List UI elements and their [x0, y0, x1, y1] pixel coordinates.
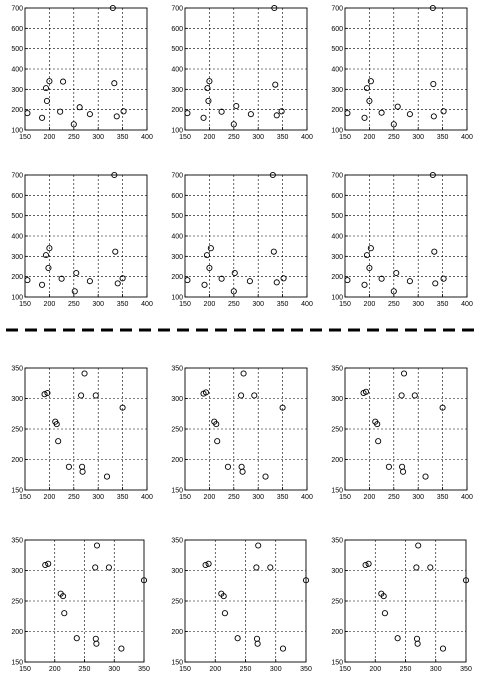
x-tick-label: 400 — [461, 494, 473, 501]
x-tick-label: 300 — [252, 301, 265, 308]
y-tick-label: 400 — [331, 66, 343, 74]
data-point — [379, 110, 384, 115]
data-point — [185, 278, 190, 283]
data-point — [206, 98, 211, 103]
y-tick-label: 100 — [331, 294, 343, 302]
data-point — [274, 113, 279, 118]
data-point — [394, 270, 399, 275]
data-point — [72, 289, 77, 294]
data-point — [93, 393, 98, 398]
x-tick-label: 150 — [339, 666, 351, 673]
x-tick-label: 400 — [301, 301, 313, 308]
data-point — [202, 282, 207, 287]
x-tick-label: 150 — [179, 134, 191, 141]
data-point — [395, 104, 400, 109]
data-point — [121, 109, 126, 114]
x-tick-label: 150 — [19, 301, 31, 308]
x-tick-label: 350 — [436, 134, 449, 141]
y-tick-label: 200 — [171, 107, 183, 115]
x-tick-label: 250 — [227, 301, 240, 308]
data-point — [112, 81, 117, 86]
y-tick-label: 150 — [171, 487, 183, 495]
y-tick-label: 200 — [331, 274, 343, 282]
data-point — [407, 112, 412, 117]
x-tick-label: 350 — [436, 301, 449, 308]
data-point — [94, 641, 99, 646]
data-point — [368, 246, 373, 251]
x-tick-label: 350 — [276, 134, 289, 141]
x-tick-label: 300 — [92, 134, 105, 141]
data-point — [62, 611, 67, 616]
data-point — [431, 81, 436, 86]
data-point — [80, 469, 85, 474]
x-tick-label: 250 — [227, 134, 240, 141]
y-tick-label: 300 — [11, 396, 23, 403]
data-point — [440, 646, 445, 651]
data-point — [203, 562, 208, 567]
data-point — [206, 561, 211, 566]
x-tick-label: 200 — [369, 666, 382, 673]
data-point — [39, 282, 44, 287]
y-tick-label: 500 — [171, 213, 183, 221]
data-point — [56, 439, 61, 444]
data-point — [58, 109, 63, 114]
y-tick-label: 700 — [331, 172, 343, 180]
x-tick-label: 400 — [301, 494, 313, 501]
y-tick-label: 300 — [171, 253, 183, 261]
y-tick-label: 700 — [11, 5, 23, 13]
data-point — [382, 611, 387, 616]
x-tick-label: 350 — [276, 494, 289, 501]
data-point — [248, 112, 253, 117]
data-point — [399, 464, 404, 469]
x-tick-label: 200 — [363, 494, 376, 501]
data-point — [268, 565, 273, 570]
data-point — [431, 114, 436, 119]
data-point — [256, 543, 261, 548]
scatter-panel-5 — [171, 172, 313, 308]
data-point — [366, 561, 371, 566]
data-point — [106, 565, 111, 570]
x-tick-label: 300 — [92, 301, 105, 308]
data-point — [43, 253, 48, 258]
data-point — [252, 393, 257, 398]
data-point — [93, 565, 98, 570]
x-tick-label: 150 — [179, 494, 191, 501]
data-point — [363, 562, 368, 567]
data-point — [400, 469, 405, 474]
x-tick-label: 300 — [108, 666, 121, 673]
data-point — [25, 111, 30, 116]
data-point — [44, 98, 49, 103]
scatter-panel-10 — [11, 538, 150, 674]
x-tick-label: 250 — [387, 301, 400, 308]
y-tick-label: 250 — [331, 598, 343, 606]
y-tick-label: 350 — [171, 365, 183, 373]
y-tick-label: 500 — [331, 46, 343, 54]
scatter-panel-1 — [11, 5, 153, 141]
data-point — [428, 565, 433, 570]
y-tick-label: 200 — [331, 629, 343, 636]
data-point — [280, 646, 285, 651]
x-tick-label: 400 — [141, 134, 153, 141]
data-point — [263, 474, 268, 479]
y-tick-label: 600 — [171, 25, 183, 33]
x-tick-label: 200 — [43, 494, 56, 501]
y-tick-label: 350 — [11, 365, 23, 373]
x-tick-label: 150 — [19, 494, 31, 501]
x-tick-label: 300 — [429, 666, 442, 673]
x-tick-label: 250 — [67, 301, 80, 308]
x-tick-label: 350 — [116, 301, 129, 308]
x-tick-label: 350 — [116, 134, 129, 141]
y-tick-label: 300 — [331, 86, 343, 94]
y-tick-label: 250 — [11, 426, 23, 434]
y-tick-label: 250 — [11, 598, 23, 606]
x-tick-label: 300 — [412, 134, 425, 141]
data-point — [401, 371, 406, 376]
y-tick-label: 300 — [331, 253, 343, 261]
y-tick-label: 100 — [11, 294, 23, 302]
data-point — [345, 111, 350, 116]
y-tick-label: 200 — [171, 457, 183, 464]
y-tick-label: 100 — [171, 127, 183, 135]
x-tick-label: 200 — [203, 494, 216, 501]
x-tick-label: 150 — [179, 301, 191, 308]
x-tick-label: 300 — [412, 301, 425, 308]
y-tick-label: 150 — [331, 659, 343, 667]
data-point — [414, 636, 419, 641]
y-tick-label: 150 — [171, 659, 183, 667]
data-point — [215, 439, 220, 444]
data-point — [225, 464, 230, 469]
y-tick-label: 300 — [171, 396, 183, 403]
x-tick-label: 300 — [252, 134, 265, 141]
x-tick-label: 250 — [78, 666, 91, 673]
y-tick-label: 600 — [331, 192, 343, 200]
y-tick-label: 300 — [331, 396, 343, 403]
x-tick-label: 350 — [138, 666, 150, 673]
y-tick-label: 300 — [331, 568, 343, 575]
y-tick-label: 300 — [11, 86, 23, 94]
data-point — [201, 115, 206, 120]
data-point — [66, 464, 71, 469]
data-point — [254, 636, 259, 641]
y-tick-label: 250 — [171, 426, 183, 434]
x-tick-label: 250 — [387, 134, 400, 141]
y-tick-label: 400 — [11, 66, 23, 74]
y-tick-label: 300 — [171, 568, 183, 575]
x-tick-label: 400 — [461, 301, 473, 308]
data-point — [232, 270, 237, 275]
scatter-panel-3 — [331, 5, 473, 141]
data-point — [415, 641, 420, 646]
y-tick-label: 350 — [11, 537, 23, 545]
data-point — [239, 393, 244, 398]
scatter-panel-4 — [11, 172, 153, 308]
y-tick-label: 150 — [11, 487, 23, 495]
y-tick-label: 600 — [11, 192, 23, 200]
x-tick-label: 150 — [339, 134, 351, 141]
y-tick-label: 100 — [11, 127, 23, 135]
data-point — [235, 636, 240, 641]
data-point — [407, 279, 412, 284]
data-point — [247, 279, 252, 284]
x-tick-label: 200 — [363, 134, 376, 141]
x-tick-label: 300 — [412, 494, 425, 501]
data-point — [104, 474, 109, 479]
y-tick-label: 300 — [171, 86, 183, 94]
data-point — [345, 278, 350, 283]
y-tick-label: 500 — [11, 213, 23, 221]
y-tick-label: 400 — [171, 233, 183, 241]
data-point — [239, 464, 244, 469]
data-point — [87, 112, 92, 117]
y-tick-label: 200 — [11, 107, 23, 115]
data-point — [79, 464, 84, 469]
y-tick-label: 200 — [11, 274, 23, 282]
y-tick-label: 100 — [171, 294, 183, 302]
x-tick-label: 400 — [301, 134, 313, 141]
data-point — [119, 646, 124, 651]
data-point — [362, 115, 367, 120]
data-point — [364, 86, 369, 91]
data-point — [113, 249, 118, 254]
y-tick-label: 300 — [11, 568, 23, 575]
data-point — [82, 371, 87, 376]
data-point — [414, 565, 419, 570]
data-point — [441, 276, 446, 281]
y-tick-label: 200 — [171, 274, 183, 282]
y-tick-label: 100 — [331, 127, 343, 135]
scatter-panel-12 — [331, 538, 472, 674]
x-tick-label: 300 — [269, 666, 282, 673]
x-tick-label: 250 — [399, 666, 412, 673]
data-point — [74, 270, 79, 275]
data-point — [362, 282, 367, 287]
y-tick-label: 250 — [171, 598, 183, 606]
data-point — [43, 86, 48, 91]
data-point — [241, 371, 246, 376]
x-tick-label: 250 — [387, 494, 400, 501]
data-point — [77, 105, 82, 110]
x-tick-label: 250 — [67, 134, 80, 141]
data-point — [93, 636, 98, 641]
data-point — [271, 249, 276, 254]
data-point — [274, 280, 279, 285]
y-tick-label: 600 — [331, 25, 343, 33]
data-point — [185, 111, 190, 116]
scatter-panel-6 — [331, 172, 473, 308]
x-tick-label: 350 — [300, 666, 312, 673]
x-tick-label: 200 — [48, 666, 61, 673]
data-point — [386, 464, 391, 469]
y-tick-label: 600 — [171, 192, 183, 200]
scatter-panel-9 — [331, 366, 473, 502]
data-point — [441, 109, 446, 114]
x-tick-label: 150 — [179, 666, 191, 673]
y-tick-label: 200 — [11, 457, 23, 464]
data-point — [240, 469, 245, 474]
y-tick-label: 500 — [171, 46, 183, 54]
x-tick-label: 200 — [43, 134, 56, 141]
y-tick-label: 150 — [331, 487, 343, 495]
y-tick-label: 700 — [11, 172, 23, 180]
y-tick-label: 500 — [331, 213, 343, 221]
data-point — [281, 276, 286, 281]
x-tick-label: 150 — [19, 666, 31, 673]
y-tick-label: 700 — [171, 172, 183, 180]
data-point — [399, 393, 404, 398]
scatter-panel-7 — [11, 366, 153, 502]
x-tick-label: 300 — [92, 494, 105, 501]
data-point — [234, 103, 239, 108]
data-point — [254, 565, 259, 570]
data-point — [432, 249, 437, 254]
y-tick-label: 600 — [11, 25, 23, 33]
x-tick-label: 350 — [460, 666, 472, 673]
y-tick-label: 400 — [11, 233, 23, 241]
data-point — [46, 265, 51, 270]
data-point — [39, 115, 44, 120]
x-tick-label: 200 — [203, 301, 216, 308]
data-point — [255, 641, 260, 646]
y-tick-label: 150 — [11, 659, 23, 667]
x-tick-label: 400 — [461, 134, 473, 141]
data-point — [273, 82, 278, 87]
data-point — [79, 393, 84, 398]
data-point — [115, 281, 120, 286]
x-tick-label: 200 — [203, 134, 216, 141]
x-tick-label: 400 — [141, 494, 153, 501]
y-tick-label: 300 — [11, 253, 23, 261]
data-point — [60, 79, 65, 84]
y-tick-label: 700 — [331, 5, 343, 13]
data-point — [204, 253, 209, 258]
data-point — [368, 79, 373, 84]
x-tick-label: 250 — [67, 494, 80, 501]
x-tick-label: 200 — [209, 666, 222, 673]
y-tick-label: 350 — [331, 537, 343, 545]
scatter-panel-2 — [171, 5, 313, 141]
y-tick-label: 200 — [171, 629, 183, 636]
x-tick-label: 350 — [116, 494, 129, 501]
data-point — [222, 611, 227, 616]
y-tick-label: 500 — [11, 46, 23, 54]
data-point — [423, 474, 428, 479]
data-point — [376, 439, 381, 444]
data-point — [412, 393, 417, 398]
x-tick-label: 350 — [276, 301, 289, 308]
y-tick-label: 200 — [11, 629, 23, 636]
x-tick-label: 200 — [43, 301, 56, 308]
y-tick-label: 350 — [171, 537, 183, 545]
y-tick-label: 350 — [331, 365, 343, 373]
data-point — [74, 636, 79, 641]
data-point — [114, 114, 119, 119]
y-tick-label: 200 — [331, 457, 343, 464]
y-tick-label: 250 — [331, 426, 343, 434]
y-tick-label: 400 — [331, 233, 343, 241]
y-tick-label: 400 — [171, 66, 183, 74]
x-tick-label: 250 — [239, 666, 252, 673]
x-tick-label: 400 — [141, 301, 153, 308]
y-tick-label: 700 — [171, 5, 183, 13]
x-tick-label: 300 — [252, 494, 265, 501]
x-tick-label: 350 — [436, 494, 449, 501]
data-point — [395, 636, 400, 641]
data-point — [364, 253, 369, 258]
data-point — [416, 543, 421, 548]
y-tick-label: 200 — [331, 107, 343, 115]
data-point — [208, 246, 213, 251]
x-tick-label: 250 — [227, 494, 240, 501]
x-tick-label: 150 — [339, 494, 351, 501]
scatter-panel-8 — [171, 366, 313, 502]
scatter-panel-11 — [171, 538, 312, 674]
data-point — [94, 543, 99, 548]
data-point — [87, 279, 92, 284]
data-point — [433, 281, 438, 286]
x-tick-label: 150 — [339, 301, 351, 308]
x-tick-label: 150 — [19, 134, 31, 141]
data-point — [25, 278, 30, 283]
x-tick-label: 200 — [363, 301, 376, 308]
